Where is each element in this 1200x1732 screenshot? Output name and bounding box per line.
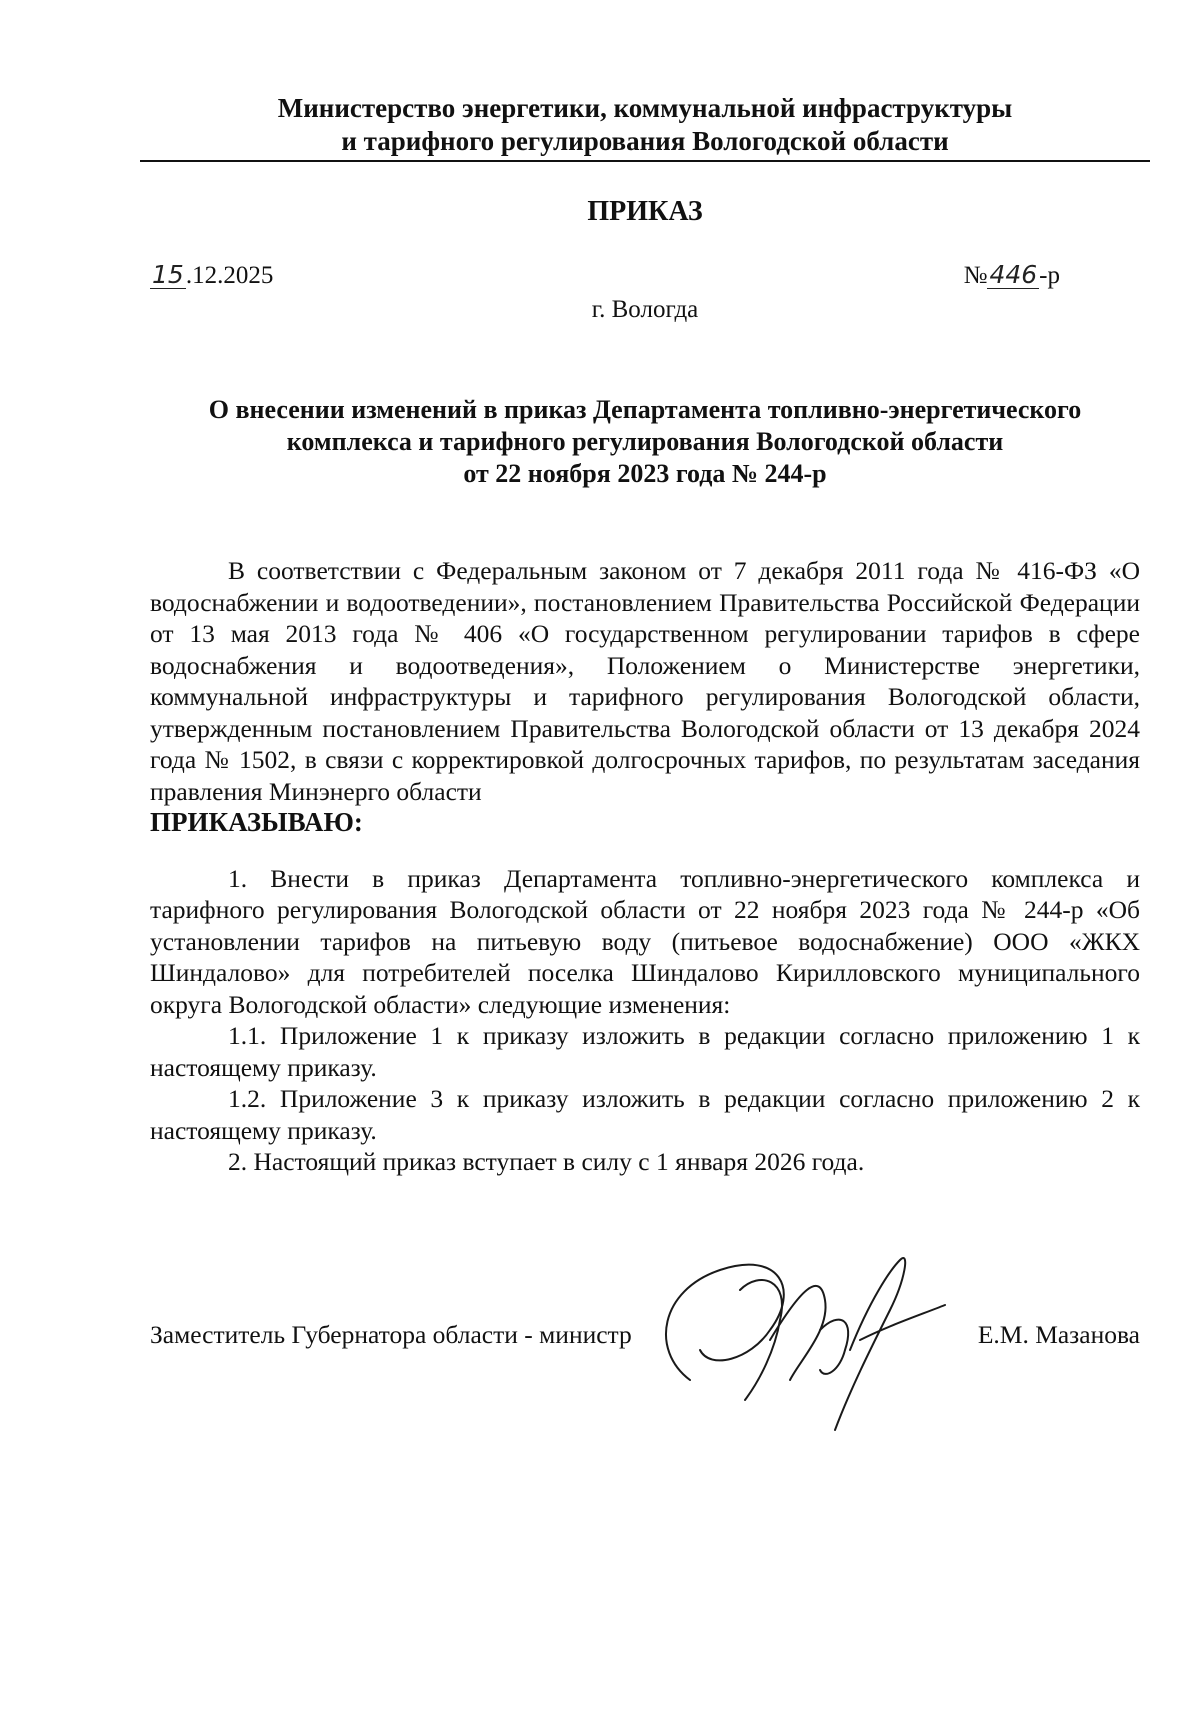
handwritten-number: 446 [989, 260, 1038, 289]
signatory-position: Заместитель Губернатора области - министр [150, 1320, 632, 1349]
city-name: г. Вологда [591, 296, 699, 323]
handwritten-signature [650, 1230, 950, 1450]
subject-line-3: от 22 ноября 2023 года № 244-р [463, 459, 827, 488]
number-prefix: № [963, 262, 988, 289]
order-item-1: 1. Внести в приказ Департамента топливно-энергетического комплекса и тарифного регулирования Вологодской области от 22 ноября 2023 года № 244-р «Об установлении тарифов на питьевую воду (питьевое водоснабжение) ООО «ЖКХ Шиндалово» для потребителей поселка Шиндалово Кирилловского муниципального округа Вологодской области» следующие изменения: [150, 863, 1140, 1019]
order-item-1-2: 1.2. Приложение 3 к приказу изложить в редакции согласно приложению 2 к настоящему приказу. [150, 1084, 1140, 1145]
ministry-header-line-1: Министерство энергетики, коммунальной инфраструктуры [277, 93, 1013, 123]
order-item-1-1: 1.1. Приложение 1 к приказу изложить в редакции согласно приложению 1 к настоящему приказу. [150, 1021, 1140, 1082]
number-suffix: -р [1039, 262, 1060, 289]
order-body [150, 555, 1140, 1178]
document-title: ПРИКАЗ [587, 196, 703, 227]
subject-line-2: комплекса и тарифного регулирования Вологодской области [286, 427, 1004, 456]
subject-line-1: О внесении изменений в приказ Департамента топливно-энергетического [208, 395, 1082, 424]
header-divider [140, 160, 1150, 162]
order-date [150, 262, 273, 290]
handwritten-day: 15 [152, 260, 184, 289]
ministry-header-line-2: и тарифного регулирования Вологодской области [341, 126, 949, 156]
signatory-name: Е.М. Мазанова [977, 1320, 1140, 1349]
ministry-header [140, 92, 1150, 158]
order-directive: ПРИКАЗЫВАЮ: [150, 807, 363, 837]
date-rest: .12.2025 [185, 262, 274, 289]
order-item-2: 2. Настоящий приказ вступает в силу с 1 января 2026 года. [228, 1147, 865, 1176]
order-number [964, 262, 1060, 290]
order-subject [140, 394, 1150, 490]
preamble-paragraph: В соответствии с Федеральным законом от 7 декабря 2011 года № 416-ФЗ «О водоснабжении и водоотведении», постановлением Правительства Российской Федерации от 13 мая 2013 года № 406 «О государственном регулировании тарифов в сфере водоснабжения и водоотведения», Положением о Министерстве энергетики, коммунальной инфраструктуры и тарифного регулирования Вологодской области, утвержденным постановлением Правительства Вологодской области от 13 декабря 2024 года № 1502, в связи с корректировкой долгосрочных тарифов, по результатам заседания правления Минэнерго области [150, 556, 1140, 806]
